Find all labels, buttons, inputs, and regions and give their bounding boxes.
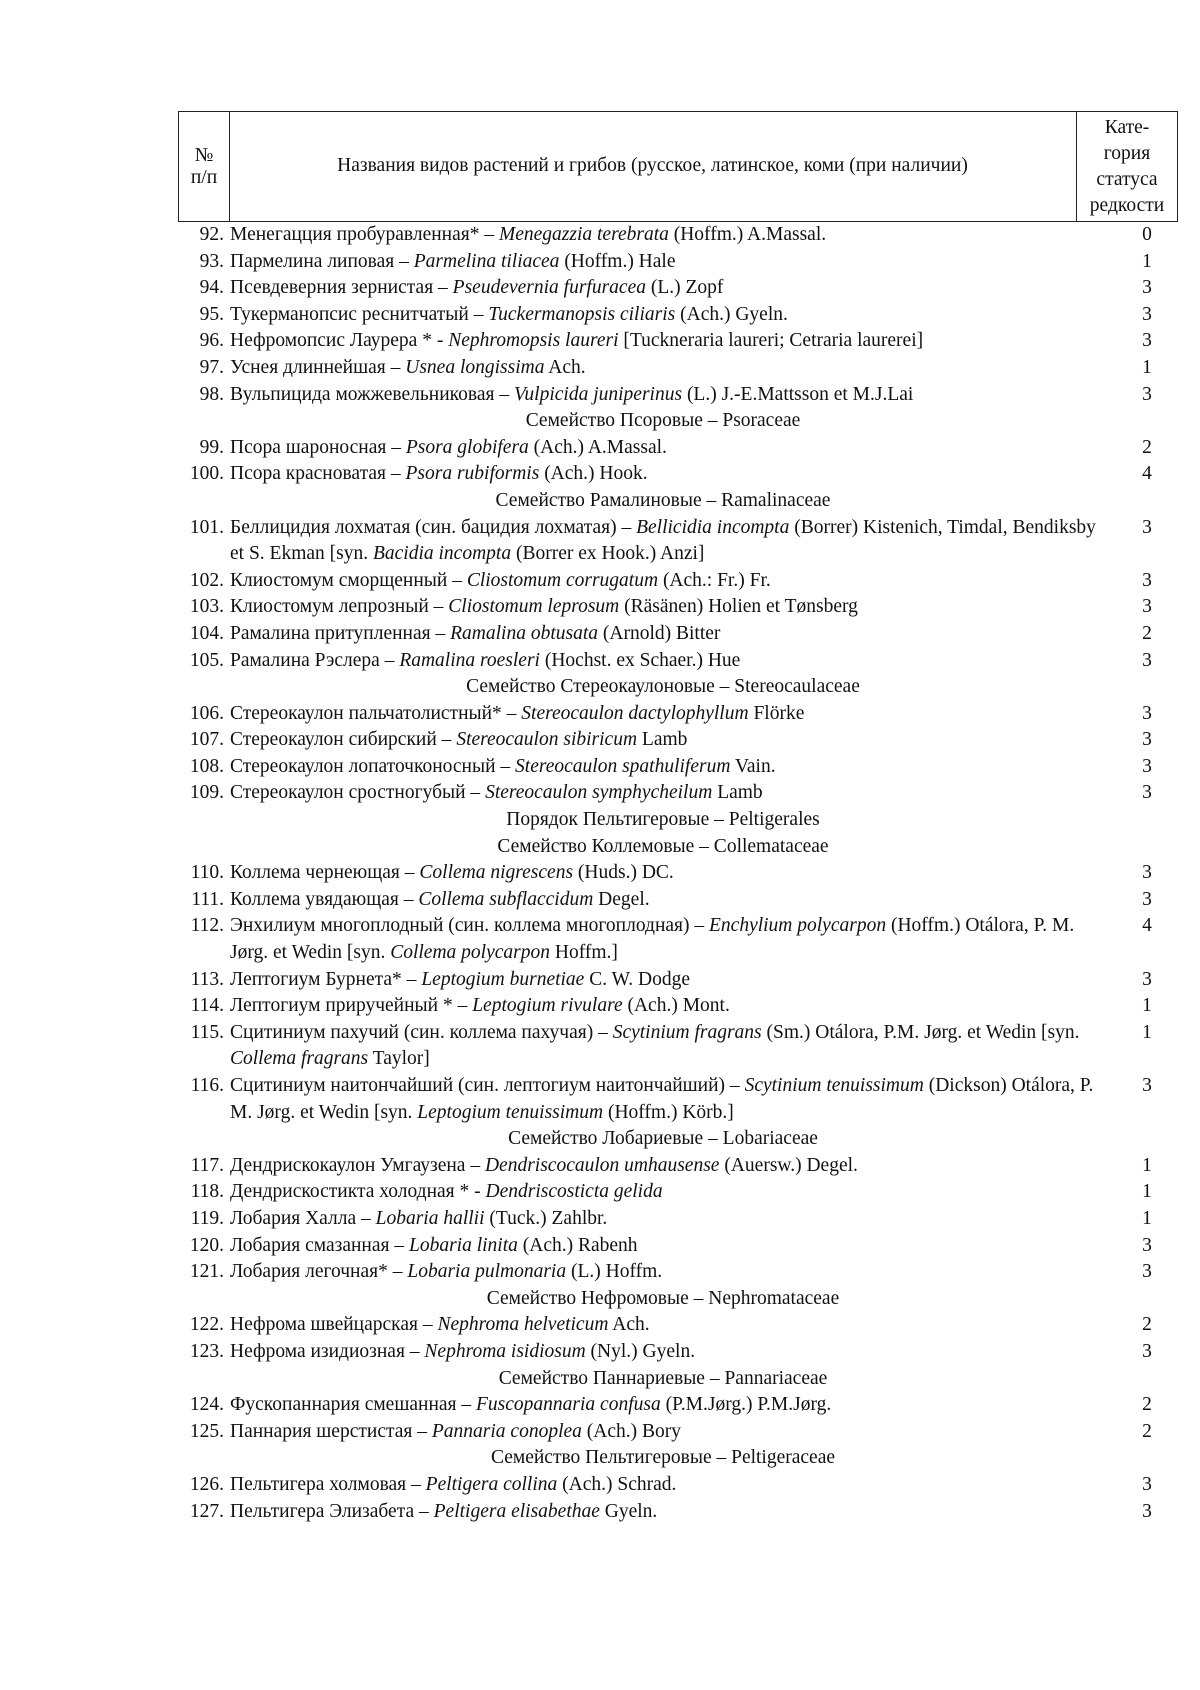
species-russian-name: Коллема увядающая – xyxy=(230,888,419,910)
species-authority: (Dickson) Otálora, P. M. Jørg. et Wedin [syn. xyxy=(230,1075,1094,1123)
header-number-cell xyxy=(179,112,230,221)
species-name xyxy=(228,621,1098,648)
row-number: 95. xyxy=(199,303,224,325)
species-latin-name: Pannaria conoplea xyxy=(431,1420,582,1442)
species-latin-name: Lobaria pulmonaria xyxy=(407,1261,567,1283)
species-latin-name: Nephroma isidiosum xyxy=(424,1340,586,1362)
species-name xyxy=(228,1339,1098,1366)
species-russian-name: Псора красноватая – xyxy=(230,463,406,485)
species-latin-name: Nephroma helveticum xyxy=(437,1314,609,1336)
species-authority: (Tuck.) Zahlbr. xyxy=(484,1207,608,1229)
row-number: 126. xyxy=(189,1473,224,1495)
species-authority: Ach. xyxy=(608,1314,650,1336)
species-russian-name: Дендрискокаулон Умгаузена – xyxy=(230,1154,485,1176)
species-latin-name: Stereocaulon symphycheilum xyxy=(485,782,713,804)
species-authority: (Ach.) Hook. xyxy=(539,463,648,485)
header-names-label: Названия видов растений и грибов (русское, латинское, коми (при наличии) xyxy=(337,155,968,177)
species-name xyxy=(228,382,1098,409)
table-row xyxy=(178,1179,1178,1206)
species-latin-name: Pseudevernia furfuracea xyxy=(452,277,646,299)
species-russian-name: Лобария Халла – xyxy=(230,1207,376,1229)
rarity-category: 3 xyxy=(1142,1473,1152,1495)
species-latin-name: Cliostomum corrugatum xyxy=(466,569,659,591)
species-authority: (Ach.) Mont. xyxy=(622,995,730,1017)
species-authority: (Ach.) A.Massal. xyxy=(528,436,667,458)
species-name xyxy=(228,594,1098,621)
row-number: 104. xyxy=(189,622,224,644)
rarity-category: 1 xyxy=(1142,1181,1152,1203)
rarity-category: 1 xyxy=(1142,356,1152,378)
table-row xyxy=(178,967,1178,994)
family-heading: Семейство Пельтигеровые – Peltigeraceae xyxy=(490,1447,836,1469)
species-latin-name: Menegazzia terebrata xyxy=(498,224,669,245)
table-row xyxy=(178,515,1178,568)
rarity-category: 3 xyxy=(1142,330,1152,352)
species-name xyxy=(228,1392,1098,1419)
species-authority: Flörke xyxy=(748,702,805,724)
header-category-line2: гория xyxy=(1103,142,1151,164)
species-authority: (Ach.) Gyeln. xyxy=(675,303,788,325)
row-number: 94. xyxy=(199,277,224,299)
species-latin-name: Peltigera elisabethae xyxy=(433,1500,600,1522)
species-authority: (Borrer) Kistenich, Timdal, Bendiksby et S. Ekman [syn. xyxy=(230,516,1096,565)
species-russian-name: Сцитиниум пахучий (син. коллема пахучая) – xyxy=(230,1021,613,1043)
rarity-category: 3 xyxy=(1142,702,1152,724)
row-number: 112. xyxy=(190,915,224,937)
rarity-category: 3 xyxy=(1142,729,1152,751)
species-name xyxy=(228,780,1098,807)
table-row xyxy=(178,913,1178,966)
row-number: 111. xyxy=(191,888,224,910)
rarity-category: 3 xyxy=(1142,862,1152,884)
rarity-category: 3 xyxy=(1142,888,1152,910)
species-russian-name: Нефрома изидиозная – xyxy=(230,1340,425,1362)
species-authority: (Ach.: Fr.) Fr. xyxy=(658,569,771,591)
species-authority: (Hoffm.) Hale xyxy=(559,250,676,272)
species-russian-name: Нефрома швейцарская – xyxy=(230,1314,438,1336)
species-latin-name: Fuscopannaria confusa xyxy=(476,1394,661,1416)
species-latin-name: Enchylium polycarpon xyxy=(709,915,887,937)
species-name xyxy=(228,275,1098,302)
row-number: 101. xyxy=(189,516,224,538)
row-number: 125. xyxy=(189,1420,224,1442)
table-row xyxy=(178,860,1178,887)
species-russian-name: Паннария шерстистая – xyxy=(230,1420,432,1442)
species-latin-name: Ramalina obtusata xyxy=(450,622,599,644)
header-category-line4: редкости xyxy=(1089,194,1165,216)
species-authority: (L.) Zopf xyxy=(646,277,724,299)
header-number-line2: п/п xyxy=(190,166,218,188)
synonym-authority: Taylor] xyxy=(368,1048,430,1070)
table-row xyxy=(178,887,1178,914)
rarity-category: 3 xyxy=(1142,1075,1152,1096)
species-name xyxy=(228,1312,1098,1339)
table-row xyxy=(178,302,1178,329)
species-authority: (L.) Hoffm. xyxy=(566,1261,663,1283)
row-number: 108. xyxy=(189,755,224,777)
species-name xyxy=(228,435,1098,462)
header-category-cell xyxy=(1076,112,1177,221)
species-authority: (Ach.) Rabenh xyxy=(517,1234,638,1256)
rarity-category: 3 xyxy=(1142,968,1152,990)
row-number: 116. xyxy=(190,1075,224,1096)
synonym-authority: (Borrer ex Hook.) Anzi] xyxy=(511,543,705,565)
species-authority: [Tuckneraria laureri; Cetraria laurerei] xyxy=(618,330,924,352)
rarity-category: 3 xyxy=(1142,383,1152,405)
species-russian-name: Пельтигера холмовая – xyxy=(230,1473,426,1495)
family-heading: Семейство Нефромовые – Nephromataceae xyxy=(486,1287,840,1309)
species-russian-name: Лептогиум Бурнета* – xyxy=(230,968,422,990)
table-row xyxy=(178,461,1178,488)
species-name xyxy=(228,1153,1098,1180)
species-russian-name: Лобария легочная* – xyxy=(230,1261,408,1283)
rarity-category: 3 xyxy=(1142,782,1152,804)
synonym-latin-name: Collema fragrans xyxy=(230,1048,369,1070)
table-row xyxy=(178,1312,1178,1339)
species-latin-name: Tuckermanopsis ciliaris xyxy=(488,303,676,325)
row-number: 107. xyxy=(189,729,224,751)
species-authority: (Nyl.) Gyeln. xyxy=(585,1340,696,1362)
species-russian-name: Стереокаулон пальчатолистный* – xyxy=(230,702,522,724)
rarity-category: 3 xyxy=(1142,649,1152,671)
table-row xyxy=(178,355,1178,382)
species-latin-name: Collema subflaccidum xyxy=(418,888,594,910)
species-name xyxy=(228,913,1098,966)
row-number: 121. xyxy=(189,1261,224,1283)
species-name xyxy=(228,967,1098,994)
row-number: 105. xyxy=(189,649,224,671)
family-heading: Семейство Рамалиновые – Ramalinaceae xyxy=(495,489,831,511)
species-name xyxy=(228,222,1098,249)
species-latin-name: Scytinium fragrans xyxy=(612,1021,762,1043)
table-row xyxy=(178,780,1178,807)
species-authority: (Hoffm.) Otálora, P. M. Jørg. et Wedin [syn. xyxy=(230,915,1075,964)
table-row xyxy=(178,1472,1178,1499)
species-authority: Gyeln. xyxy=(599,1500,658,1522)
species-latin-name: Psora globifera xyxy=(405,436,529,458)
species-russian-name: Коллема чернеющая – xyxy=(230,862,420,884)
table-row xyxy=(178,701,1178,728)
species-authority: (L.) J.-E.Mattsson et M.J.Lai xyxy=(682,383,914,405)
species-russian-name: Сцитиниум наитончайший (син. лептогиум наитончайший) – xyxy=(230,1075,745,1096)
species-authority: C. W. Dodge xyxy=(584,968,690,990)
row-number: 100. xyxy=(189,463,224,485)
species-name xyxy=(228,328,1098,355)
species-russian-name: Стереокаулон сростногубый – xyxy=(230,782,486,804)
species-authority: (P.M.Jørg.) P.M.Jørg. xyxy=(660,1394,832,1416)
species-authority: Ach. xyxy=(544,356,586,378)
species-russian-name: Фускопаннария смешанная – xyxy=(230,1394,477,1416)
row-number: 117. xyxy=(190,1154,224,1176)
table-row xyxy=(178,993,1178,1020)
species-russian-name: Стереокаулон сибирский – xyxy=(230,729,457,751)
table-row xyxy=(178,568,1178,595)
rarity-category: 1 xyxy=(1142,1207,1152,1229)
table-row xyxy=(178,1206,1178,1233)
table-row xyxy=(178,1392,1178,1419)
species-latin-name: Dendriscosticta gelida xyxy=(485,1181,663,1203)
species-name xyxy=(228,461,1098,488)
species-latin-name: Psora rubiformis xyxy=(405,463,540,485)
species-name xyxy=(228,355,1098,382)
rarity-category: 3 xyxy=(1142,516,1152,538)
table-row xyxy=(178,754,1178,781)
species-name xyxy=(228,1179,1098,1206)
species-name xyxy=(228,1206,1098,1233)
table-row xyxy=(178,1499,1178,1526)
family-heading: Семейство Коллемовые – Collemataceae xyxy=(497,835,829,857)
row-number: 99. xyxy=(199,436,224,458)
header-category-line1: Кате- xyxy=(1104,116,1150,138)
rarity-category: 3 xyxy=(1142,277,1152,299)
species-name xyxy=(228,515,1098,568)
rarity-category: 3 xyxy=(1142,569,1152,591)
species-latin-name: Ramalina roesleri xyxy=(399,649,540,671)
species-authority: (Arnold) Bitter xyxy=(598,622,721,644)
species-authority: Lamb xyxy=(712,782,763,804)
rarity-category: 3 xyxy=(1142,1340,1152,1362)
species-name xyxy=(228,249,1098,276)
synonym-authority: Hoffm.] xyxy=(549,942,618,964)
species-latin-name: Collema nigrescens xyxy=(419,862,574,884)
species-russian-name: Стереокаулон лопаточконосный – xyxy=(230,755,516,777)
species-name xyxy=(228,887,1098,914)
row-number: 119. xyxy=(190,1207,224,1229)
rarity-category: 1 xyxy=(1142,995,1152,1017)
row-number: 109. xyxy=(189,782,224,804)
row-number: 113. xyxy=(190,968,224,990)
species-name xyxy=(228,993,1098,1020)
synonym-latin-name: Collema polycarpon xyxy=(390,942,550,964)
table-row xyxy=(178,1020,1178,1073)
table-row xyxy=(178,382,1178,409)
species-russian-name: Псевдеверния зернистая – xyxy=(230,277,453,299)
row-number: 120. xyxy=(189,1234,224,1256)
rarity-category: 2 xyxy=(1142,1314,1152,1336)
row-number: 92. xyxy=(199,224,224,245)
rarity-category: 1 xyxy=(1142,250,1152,272)
rarity-category: 3 xyxy=(1142,1234,1152,1256)
family-heading: Семейство Псоровые – Psoraceae xyxy=(525,410,801,432)
species-latin-name: Usnea longissima xyxy=(405,356,545,378)
species-name xyxy=(228,754,1098,781)
species-list xyxy=(178,222,1178,1525)
species-russian-name: Рамалина притупленная – xyxy=(230,622,451,644)
rarity-category: 4 xyxy=(1142,915,1152,937)
row-number: 118. xyxy=(190,1181,224,1203)
table-row xyxy=(178,621,1178,648)
species-russian-name: Беллицидия лохматая (син. бацидия лохматая) – xyxy=(230,516,637,538)
row-number: 127. xyxy=(189,1500,224,1522)
species-name xyxy=(228,1073,1098,1126)
species-latin-name: Leptogium rivulare xyxy=(472,995,623,1017)
species-latin-name: Bellicidia incompta xyxy=(636,516,790,538)
table-row xyxy=(178,727,1178,754)
family-heading: Семейство Лобариевые – Lobariaceae xyxy=(508,1128,818,1150)
species-russian-name: Клиостомум сморщенный – xyxy=(230,569,467,591)
row-number: 102. xyxy=(189,569,224,591)
table-row xyxy=(178,1073,1178,1126)
species-authority: (Huds.) DC. xyxy=(573,862,674,884)
species-russian-name: Лептогиум приручейный * – xyxy=(230,995,473,1017)
species-authority: (Räsänen) Holien et Tønsberg xyxy=(619,596,858,618)
species-latin-name: Nephromopsis laureri xyxy=(448,330,619,352)
family-heading: Семейство Паннариевые – Pannariaceae xyxy=(498,1367,828,1389)
species-russian-name: Рамалина Рэслера – xyxy=(230,649,400,671)
species-latin-name: Dendriscocaulon umhausense xyxy=(484,1154,720,1176)
species-russian-name: Уснея длиннейшая – xyxy=(230,356,406,378)
species-russian-name: Лобария смазанная – xyxy=(230,1234,409,1256)
species-latin-name: Stereocaulon spathuliferum xyxy=(515,755,731,777)
rarity-category: 3 xyxy=(1142,1500,1152,1522)
species-latin-name: Peltigera collina xyxy=(425,1473,558,1495)
species-name xyxy=(228,1419,1098,1446)
row-number: 96. xyxy=(199,330,224,352)
row-number: 123. xyxy=(189,1340,224,1362)
rarity-category: 2 xyxy=(1142,436,1152,458)
species-russian-name: Тукерманопсис реснитчатый – xyxy=(230,303,489,325)
table-row xyxy=(178,1233,1178,1260)
row-number: 122. xyxy=(189,1314,224,1336)
species-authority: (Auersw.) Degel. xyxy=(719,1154,858,1176)
species-authority: Degel. xyxy=(593,888,650,910)
species-name xyxy=(228,860,1098,887)
row-number: 110. xyxy=(190,862,224,884)
rarity-category: 2 xyxy=(1142,1420,1152,1442)
rarity-category: 3 xyxy=(1142,303,1152,325)
species-latin-name: Lobaria linita xyxy=(408,1234,518,1256)
table-row xyxy=(178,1339,1178,1366)
species-authority: Lamb xyxy=(637,729,688,751)
species-name xyxy=(228,1499,1098,1526)
species-name xyxy=(228,701,1098,728)
species-russian-name: Псора шароносная – xyxy=(230,436,406,458)
species-latin-name: Lobaria hallii xyxy=(375,1207,485,1229)
row-number: 93. xyxy=(199,250,224,272)
rarity-category: 1 xyxy=(1142,1021,1152,1043)
species-latin-name: Cliostomum leprosum xyxy=(448,596,620,618)
table-row xyxy=(178,222,1178,249)
species-russian-name: Менегацция пробуравленная* – xyxy=(230,224,499,245)
species-name xyxy=(228,1259,1098,1286)
species-russian-name: Нефромопсис Лаурера * - xyxy=(230,330,449,352)
species-russian-name: Энхилиум многоплодный (син. коллема многоплодная) – xyxy=(230,915,709,937)
species-latin-name: Leptogium burnetiae xyxy=(421,968,585,990)
species-russian-name: Дендрискостикта холодная * - xyxy=(230,1181,486,1203)
species-name xyxy=(228,648,1098,675)
species-name xyxy=(228,1233,1098,1260)
species-name xyxy=(228,568,1098,595)
row-number: 115. xyxy=(190,1021,224,1043)
rarity-category: 3 xyxy=(1142,1261,1152,1283)
rarity-category: 0 xyxy=(1142,224,1152,245)
species-latin-name: Scytinium tenuissimum xyxy=(744,1075,924,1096)
table-row xyxy=(178,648,1178,675)
species-name xyxy=(228,302,1098,329)
table-header xyxy=(178,111,1178,222)
row-number: 114. xyxy=(190,995,224,1017)
synonym-latin-name: Leptogium tenuissimum xyxy=(417,1101,604,1123)
table-row xyxy=(178,1419,1178,1446)
rarity-category: 3 xyxy=(1142,755,1152,777)
species-name xyxy=(228,1472,1098,1499)
species-latin-name: Vulpicida juniperinus xyxy=(513,383,683,405)
table-row xyxy=(178,275,1178,302)
synonym-latin-name: Bacidia incompta xyxy=(372,543,512,565)
species-authority: (Hochst. ex Schaer.) Hue xyxy=(539,649,741,671)
row-number: 106. xyxy=(189,702,224,724)
species-russian-name: Пельтигера Элизабета – xyxy=(230,1500,434,1522)
row-number: 124. xyxy=(189,1394,224,1416)
species-latin-name: Stereocaulon dactylophyllum xyxy=(521,702,749,724)
row-number: 103. xyxy=(189,596,224,618)
rarity-category: 2 xyxy=(1142,1394,1152,1416)
species-name xyxy=(228,1020,1098,1073)
family-heading: Порядок Пельтигеровые – Peltigerales xyxy=(506,809,820,831)
header-number-line1: № xyxy=(194,144,214,166)
family-heading: Семейство Стереокаулоновые – Stereocaulaceae xyxy=(466,676,860,698)
species-russian-name: Клиостомум лепрозный – xyxy=(230,596,449,618)
species-russian-name: Пармелина липовая – xyxy=(230,250,414,272)
species-authority: Vain. xyxy=(730,755,776,777)
rarity-category: 2 xyxy=(1142,622,1152,644)
species-authority: (Sm.) Otálora, P.M. Jørg. et Wedin [syn. xyxy=(761,1021,1080,1043)
row-number: 98. xyxy=(199,383,224,405)
rarity-category: 3 xyxy=(1142,596,1152,618)
species-latin-name: Stereocaulon sibiricum xyxy=(456,729,638,751)
species-authority: (Hoffm.) A.Massal. xyxy=(668,224,827,245)
header-names-cell xyxy=(229,112,1076,221)
synonym-authority: (Hoffm.) Körb.] xyxy=(603,1101,734,1123)
rarity-category: 1 xyxy=(1142,1154,1152,1176)
table-row xyxy=(178,1153,1178,1180)
rarity-category: 4 xyxy=(1142,463,1152,485)
row-number: 97. xyxy=(199,356,224,378)
species-latin-name: Parmelina tiliacea xyxy=(413,250,560,272)
table-row xyxy=(178,435,1178,462)
species-name xyxy=(228,727,1098,754)
table-row xyxy=(178,1259,1178,1286)
table-row xyxy=(178,249,1178,276)
table-row xyxy=(178,594,1178,621)
species-authority: (Ach.) Bory xyxy=(581,1420,682,1442)
species-authority: (Ach.) Schrad. xyxy=(557,1473,677,1495)
species-russian-name: Вульпицида можжевельниковая – xyxy=(230,383,514,405)
header-category-line3: статуса xyxy=(1096,168,1158,190)
table-row xyxy=(178,328,1178,355)
